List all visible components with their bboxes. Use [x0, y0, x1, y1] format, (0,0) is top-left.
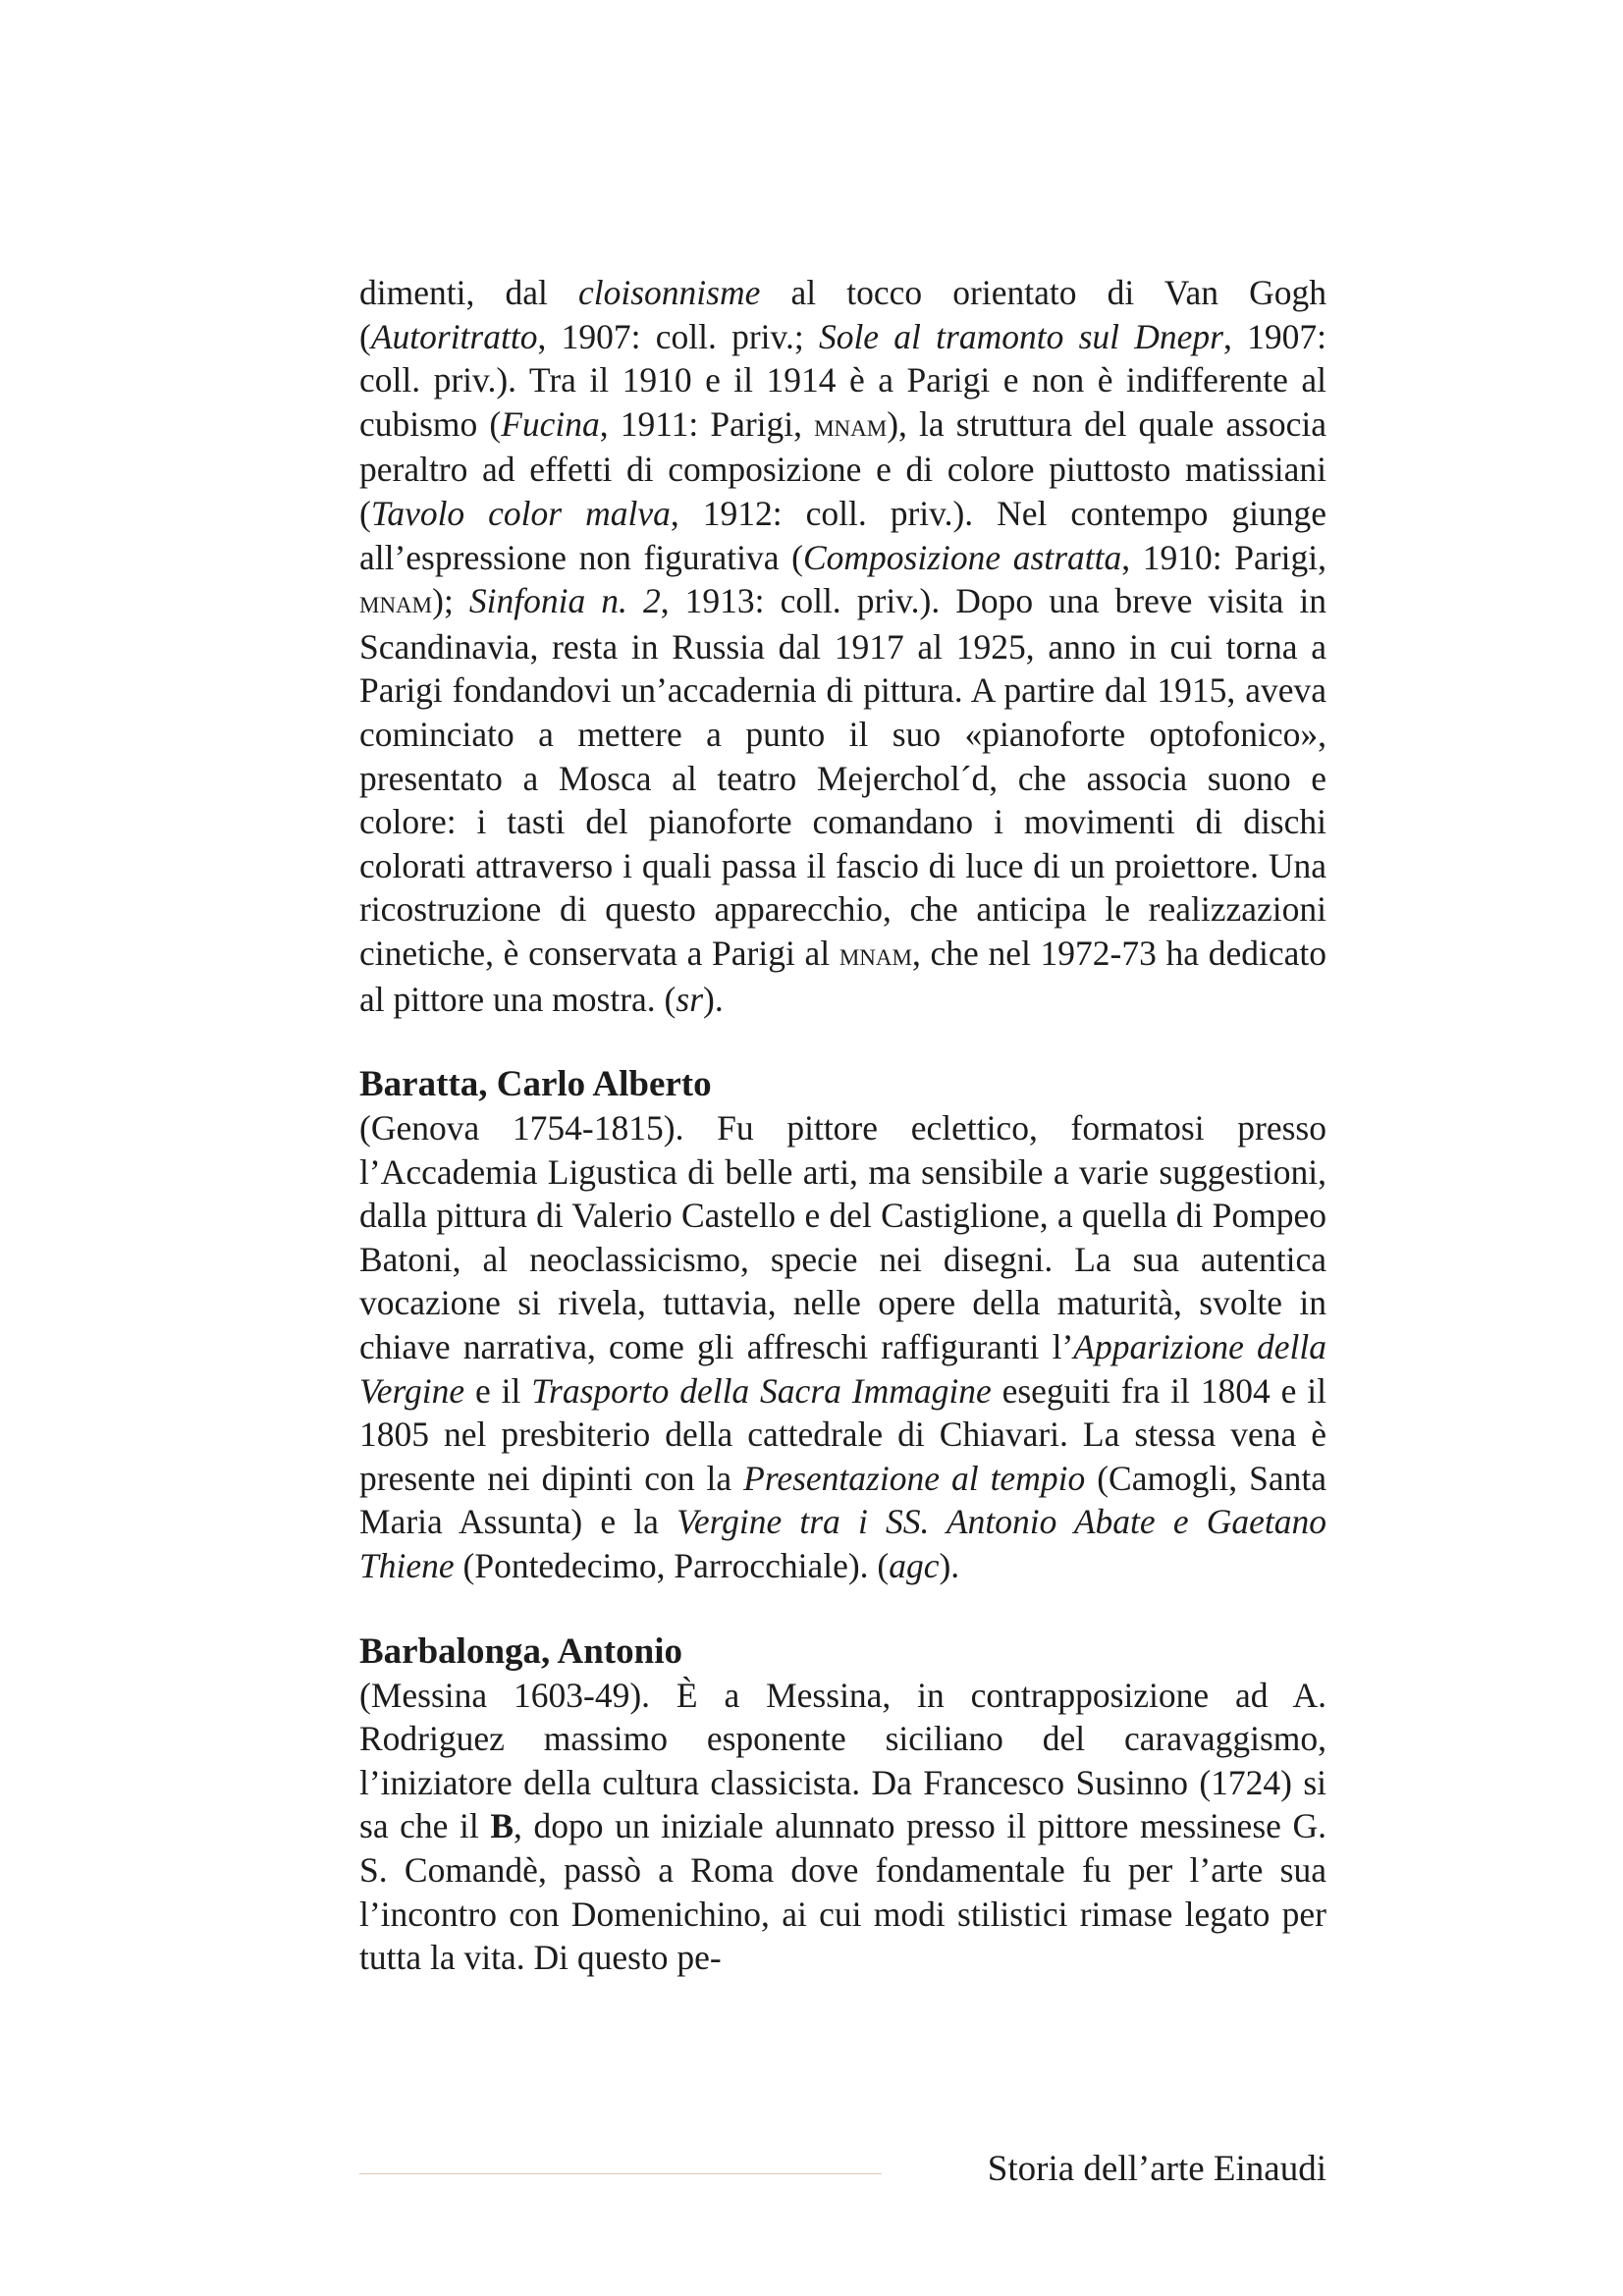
text-run: , 1912: coll. priv.). Nel contempo giunge all’espressione non figurativa (: [359, 493, 1327, 577]
entry-heading: Barbalonga, Antonio: [359, 1630, 682, 1672]
text-run: (Messina 1603-49). È a Messina, in contrapposizione ad A. Rodriguez massimo esponente siciliano del caravaggismo, l’iniziatore della cultura classicista. Da Francesco Susinno (1724) si sa che il: [359, 1675, 1326, 1846]
italic-run: Presentazione al tempio: [743, 1458, 1086, 1498]
italic-run: sr: [676, 979, 704, 1019]
text-run: al tocco orientato di Van Gogh (: [359, 273, 1326, 356]
text-run: (Camogli, Santa Maria Assunta) e la: [359, 1458, 1327, 1542]
entry-heading: Baratta, Carlo Alberto: [359, 1064, 712, 1105]
italic-run: Trasporto della Sacra Immagine: [531, 1370, 992, 1411]
text-run: , 1911: Parigi,: [599, 403, 815, 444]
text-run: (Pontedecimo, Parrocchiale). (: [454, 1546, 890, 1586]
text-run: ), la struttura del quale associa peraltro ad effetti di composizione e di colore piuttosto matissiani (: [359, 403, 1326, 533]
italic-run: Vergine tra i SS. Antonio Abate e Gaetano Thiene: [359, 1502, 1326, 1586]
italic-run: Apparizione della Vergine: [359, 1327, 1326, 1411]
text-run: , 1910: Parigi,: [1121, 537, 1326, 577]
text-run: , che nel 1972-73 ha dedicato al pittore una mostra. (: [359, 933, 1326, 1019]
entry-body: [359, 1674, 1326, 1980]
entry-baratta: [359, 1063, 1326, 1588]
text-run: , dopo un iniziale alunnato presso il pittore messinese G. S. Comandè, passò a Roma dove fondamentale fu per l’arte sua l’incontro con Domenichino, ai cui modi stilistici rimase legato per tutta la vita. Di questo pe-: [359, 1806, 1326, 1978]
smallcaps-run: mnam: [359, 585, 433, 621]
text-run: ).: [703, 979, 724, 1019]
italic-run: agc: [889, 1546, 940, 1586]
italic-run: Sinfonia n. 2: [468, 581, 661, 621]
smallcaps-run: mnam: [814, 407, 888, 444]
italic-run: Autoritratto: [370, 316, 538, 356]
text-run: );: [432, 581, 469, 621]
bold-run: B: [490, 1806, 514, 1846]
text-run: , 1907: coll. priv.;: [537, 316, 819, 356]
continuation-paragraph: [359, 271, 1326, 1021]
smallcaps-run: mnam: [839, 936, 912, 973]
text-run: , 1907: coll. priv.). Tra il 1910 e il 1914 è a Parigi e non è indifferente al cubismo (: [359, 316, 1326, 444]
text-run: dimenti, dal: [359, 273, 578, 312]
footer-title: Storia dell’arte Einaudi: [987, 2149, 1326, 2189]
italic-run: Composizione astratta: [802, 537, 1122, 577]
italic-run: Sole al tramonto sul Dnepr: [818, 316, 1223, 356]
entry-barbalonga: [359, 1630, 1326, 1980]
footer-rule: [359, 2173, 882, 2174]
text-column: [359, 271, 1326, 1980]
entry-body: [359, 1106, 1326, 1588]
text-run: e il: [464, 1370, 532, 1411]
text-run: (Genova 1754-1815). Fu pittore eclettico, formatosi presso l’Accademia Ligustica di belle arti, ma sensibile a varie suggestioni, dalla pittura di Valerio Castello e del Castiglione, a quella di Pompeo Batoni, al neoclassicismo, specie nei disegni. La sua autentica vocazione si rivela, tuttavia, nelle opere della maturità, svolte in chiave narrativa, come gli affreschi raffiguranti l’: [359, 1108, 1326, 1367]
italic-run: cloisonnisme: [578, 273, 761, 312]
text-run: eseguiti fra il 1804 e il 1805 nel presbiterio della cattedrale di Chiavari. La stessa vena è presente nei dipinti con la: [359, 1370, 1326, 1498]
italic-run: Fucina: [501, 403, 600, 444]
italic-run: Tavolo color malva: [370, 493, 671, 533]
text-run: , 1913: coll. priv.). Dopo una breve visita in Scandinavia, resta in Russia dal 1917 al 1925, anno in cui torna a Parigi fondandovi un’accadernia di pittura. A partire dal 1915, aveva cominciato a mettere a punto il suo «pianoforte optofonico», presentato a Mosca al teatro Mejerchol´d, che associa suono e colore: i tasti del pianoforte comandano i movimenti di dischi colorati attraverso i quali passa il fascio di luce di un proiettore. Una ricostruzione di questo apparecchio, che anticipa le realizzazioni cinetiche, è conservata a Parigi al: [359, 581, 1326, 973]
text-run: ).: [939, 1546, 960, 1586]
